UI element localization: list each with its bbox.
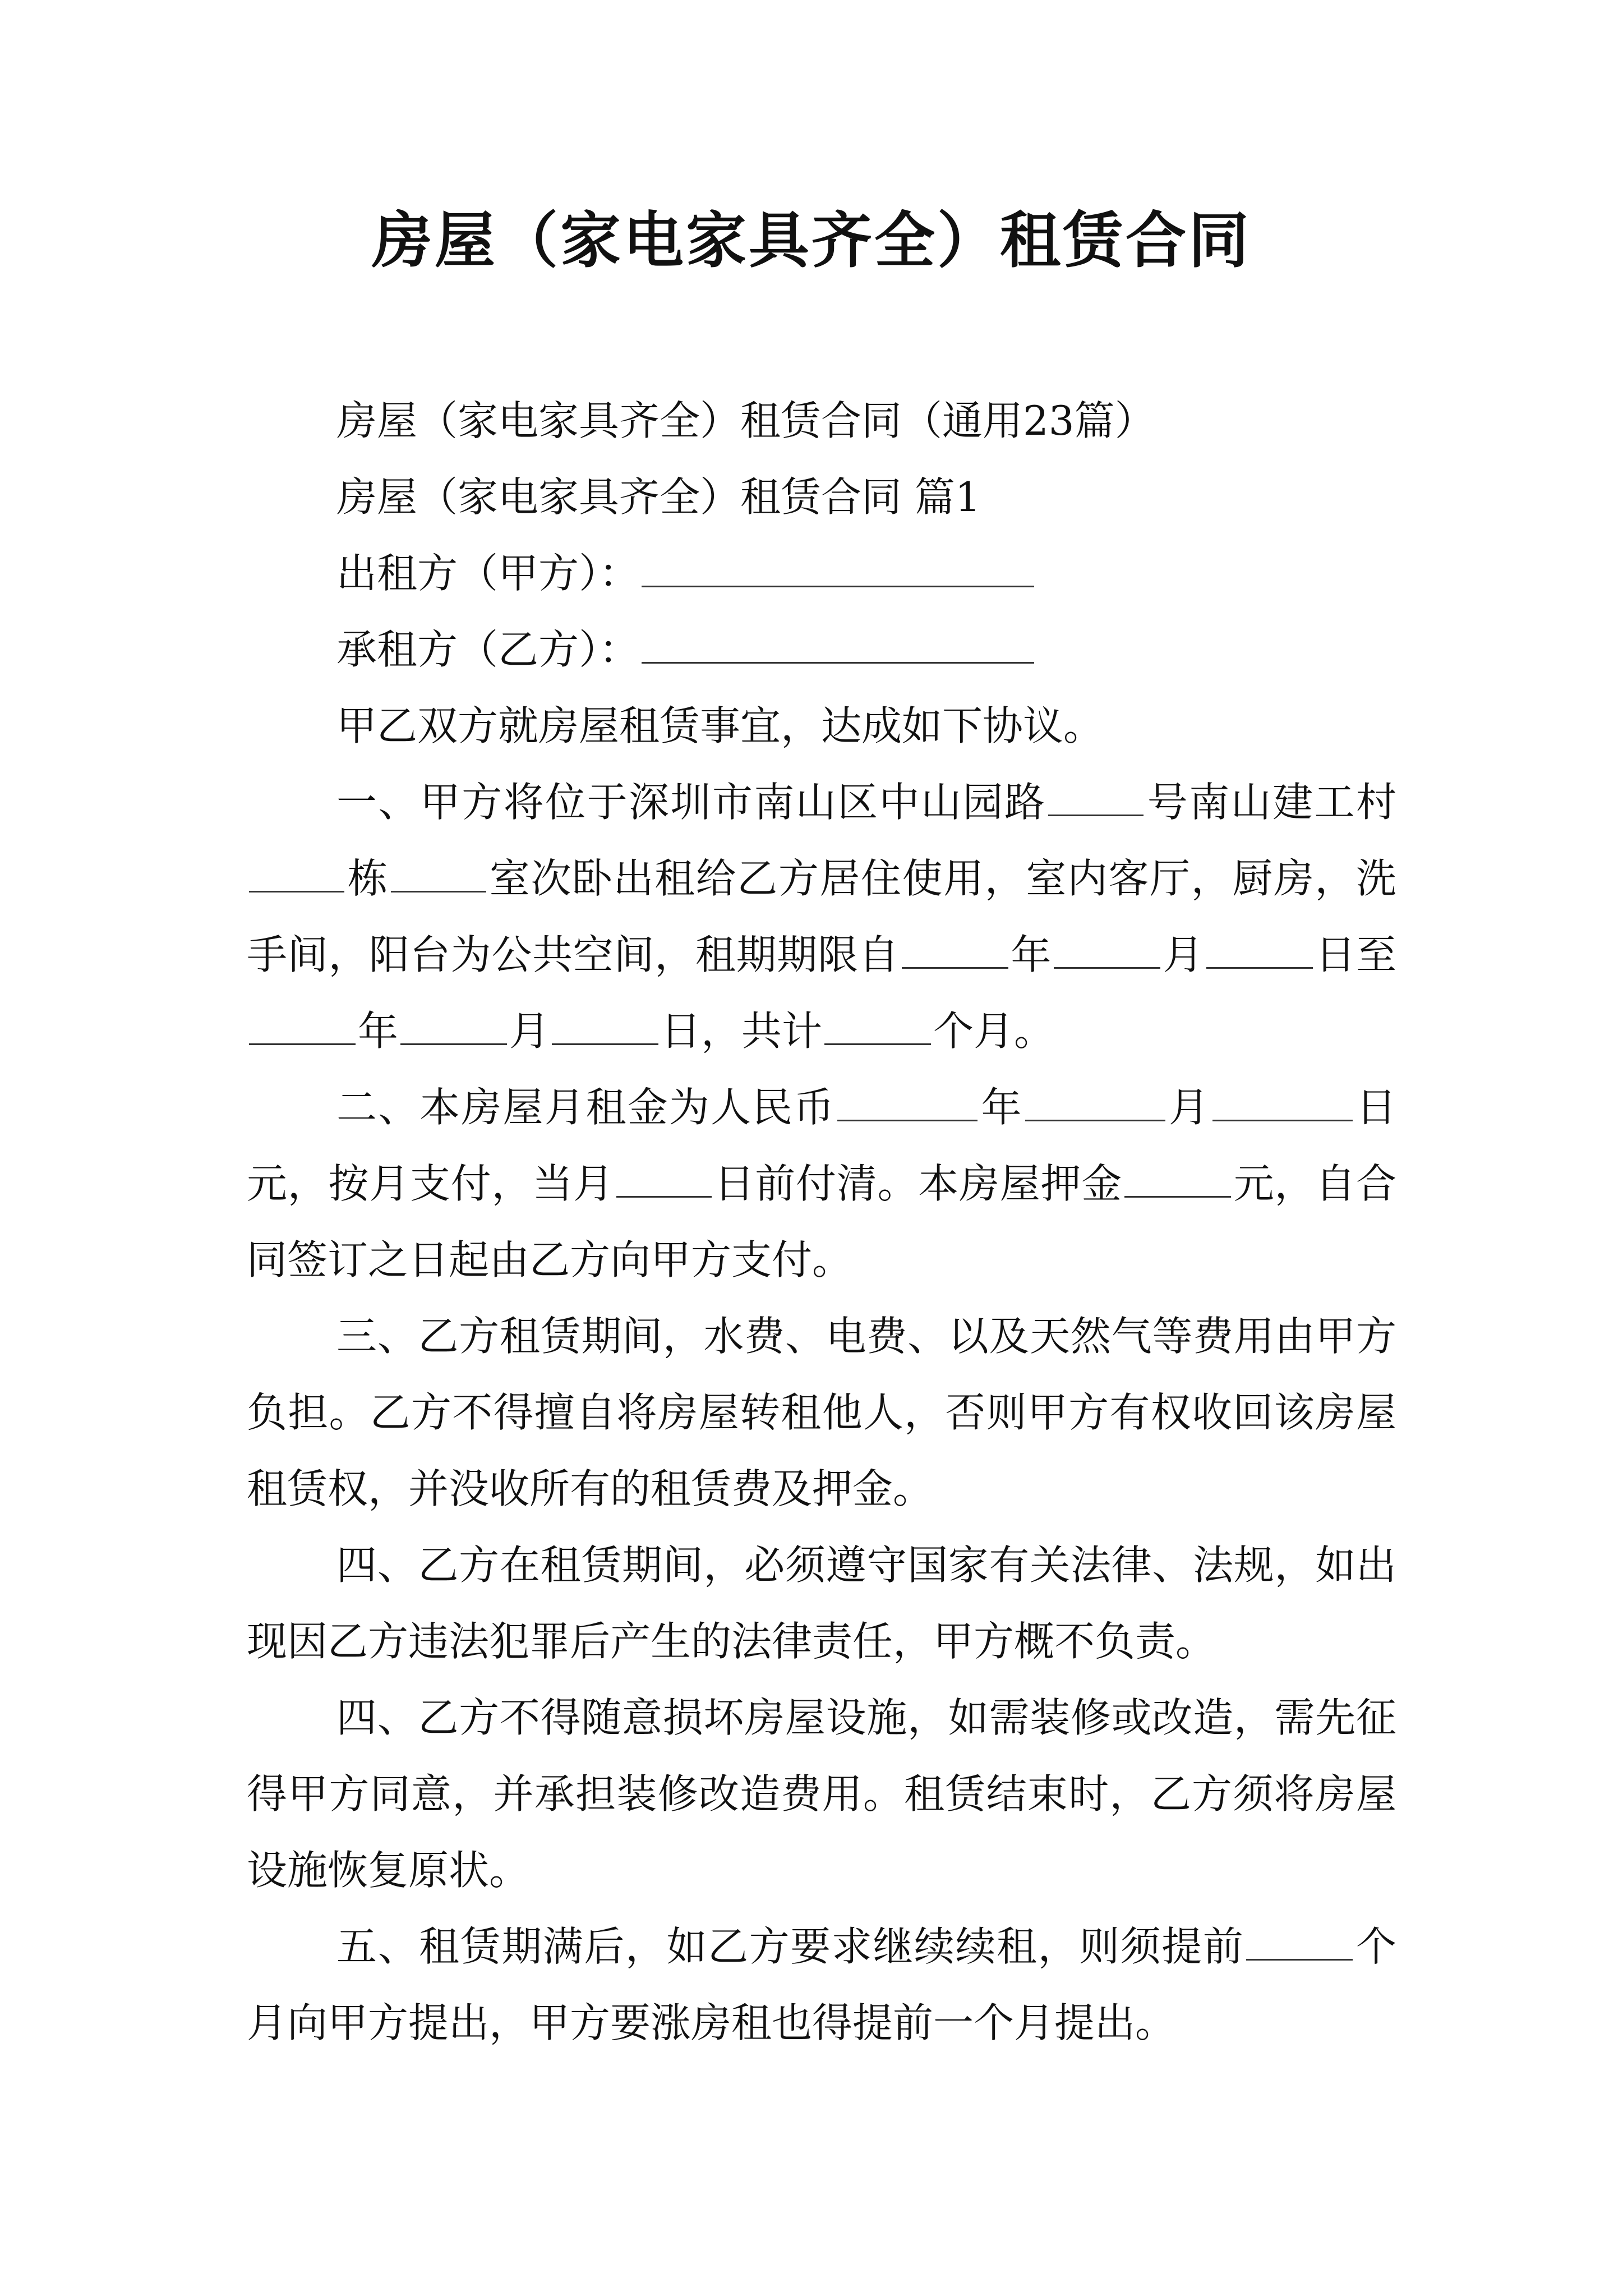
start-year-blank[interactable] [902,921,1008,969]
document-subtitle: 房屋（家电家具齐全）租赁合同（通用23篇） [336,397,1155,444]
clause-1-text: 月 [509,1007,550,1055]
lessor-line [247,535,1396,611]
clause-1-text: 月 [1163,931,1204,978]
building-blank[interactable] [249,845,344,892]
clause-1-text: 栋 [347,855,389,902]
notice-months-blank[interactable] [1246,1913,1353,1961]
clause-4a: 四、乙方在租赁期间，必须遵守国家有关法律、法规，如出现因乙方违法犯罪后产生的法律责任，甲方概不负责。 [247,1542,1396,1665]
clause-4b: 四、乙方不得随意损坏房屋设施，如需装修或改造，需先征得甲方同意，并承担装修改造费用。租赁结束时，乙方须将房屋设施恢复原状。 [247,1694,1396,1894]
clause-1-text: 日，共计 [661,1007,823,1055]
lessor-name-blank[interactable] [642,540,1034,587]
clause-2-text: 二、本房屋月租金为人民币 [336,1084,836,1131]
clause-5-text: 个月向甲方提出，甲方要涨房租也得提前一个月提出。 [247,1923,1396,2046]
clause-1-text: 室次卧出租给乙方居住使用，室内客厅，厨房，洗手间，阳台为公共空间，租期期限自 [247,855,1396,978]
rent-day-blank[interactable] [1212,1074,1353,1121]
clause-1-text: 日至 [1315,931,1396,978]
end-year-blank[interactable] [249,997,356,1045]
clause-2-text: 日元，按月支付，当月 [247,1084,1396,1207]
end-day-blank[interactable] [552,997,658,1045]
deposit-blank[interactable] [1124,1150,1231,1198]
clause-2-text: 元，自合同签订之日起由乙方向甲方支付。 [247,1160,1396,1283]
clause-5 [247,1908,1396,2061]
start-day-blank[interactable] [1206,921,1313,969]
room-blank[interactable] [391,845,486,892]
address-number-blank[interactable] [1048,769,1144,816]
rent-amount-blank[interactable] [837,1074,978,1121]
lessee-label: 承租方（乙方）： [336,626,640,673]
document-title: 房屋（家电家具齐全）租赁合同 [371,206,1251,276]
clause-1-text: 一、甲方将位于深圳市南山区中山园路 [336,779,1046,826]
clause-2-text: 年 [980,1084,1023,1131]
clause-5-text: 五、租赁期满后，如乙方要求继续续租，则须提前 [336,1923,1244,1970]
rent-month-blank[interactable] [1025,1074,1165,1121]
lessee-name-blank[interactable] [642,616,1034,664]
clause-1-text: 年 [1010,931,1052,978]
clause-2 [247,1069,1396,1298]
total-months-blank[interactable] [824,997,931,1045]
clause-2-text: 月 [1167,1084,1210,1131]
lessor-label: 出租方（甲方）： [336,550,640,597]
clause-1-text: 个月。 [933,1007,1055,1055]
clause-2-text: 日前付清。本房屋押金 [713,1160,1122,1207]
document-body [247,383,1396,2061]
clause-1 [247,764,1396,1069]
clause-1-text: 年 [358,1007,399,1055]
intro-paragraph: 甲乙双方就房屋租赁事宜，达成如下协议。 [336,702,1104,749]
clause-1-text: 号南山建工村 [1146,779,1396,826]
payment-day-blank[interactable] [616,1150,712,1198]
lessee-line [247,611,1396,688]
start-month-blank[interactable] [1054,921,1160,969]
end-month-blank[interactable] [400,997,507,1045]
clause-3: 三、乙方租赁期间，水费、电费、以及天然气等费用由甲方负担。乙方不得擅自将房屋转租他人，否则甲方有权收回该房屋租赁权，并没收所有的租赁费及押金。 [247,1313,1396,1512]
section-heading: 房屋（家电家具齐全）租赁合同 篇1 [336,473,981,521]
